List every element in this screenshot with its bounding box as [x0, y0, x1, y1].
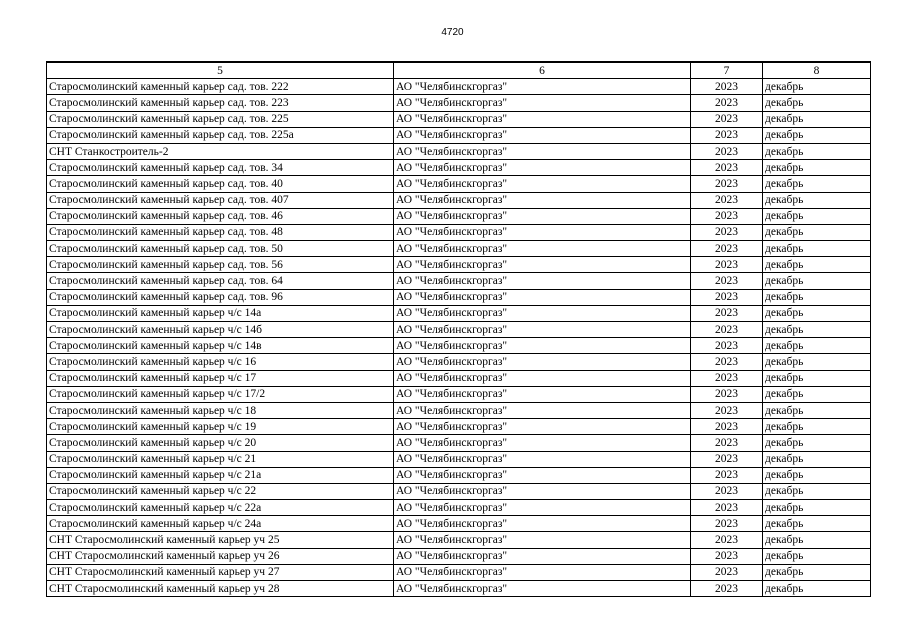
year-cell: 2023: [691, 241, 763, 257]
table-row: [47, 322, 871, 338]
month-cell: декабрь: [763, 435, 871, 451]
month-cell: декабрь: [763, 338, 871, 354]
table-row: [47, 354, 871, 370]
month-cell: декабрь: [763, 289, 871, 305]
year-cell: 2023: [691, 564, 763, 580]
month-cell: декабрь: [763, 192, 871, 208]
month-cell: декабрь: [763, 127, 871, 143]
organization-cell: АО "Челябинскгоргаз": [394, 467, 691, 483]
location-cell: Старосмолинский каменный карьер ч/с 18: [47, 402, 394, 418]
table-row: [47, 257, 871, 273]
location-cell: Старосмолинский каменный карьер сад. тов. 56: [47, 257, 394, 273]
month-cell: декабрь: [763, 241, 871, 257]
table-row: [47, 79, 871, 95]
table-row: [47, 289, 871, 305]
location-cell: СНТ Старосмолинский каменный карьер уч 25: [47, 532, 394, 548]
table-row: [47, 581, 871, 597]
year-cell: 2023: [691, 79, 763, 95]
column-header-6: 6: [394, 62, 691, 79]
table-row: [47, 273, 871, 289]
month-cell: декабрь: [763, 581, 871, 597]
month-cell: декабрь: [763, 548, 871, 564]
table-row: [47, 192, 871, 208]
organization-cell: АО "Челябинскгоргаз": [394, 305, 691, 321]
location-cell: Старосмолинский каменный карьер сад. тов. 407: [47, 192, 394, 208]
month-cell: декабрь: [763, 322, 871, 338]
table-row: [47, 467, 871, 483]
year-cell: 2023: [691, 192, 763, 208]
location-cell: СНТ Станкостроитель-2: [47, 143, 394, 159]
organization-cell: АО "Челябинскгоргаз": [394, 354, 691, 370]
organization-cell: АО "Челябинскгоргаз": [394, 483, 691, 499]
table-row: [47, 386, 871, 402]
table-row: [47, 402, 871, 418]
location-cell: Старосмолинский каменный карьер сад. тов. 64: [47, 273, 394, 289]
month-cell: декабрь: [763, 402, 871, 418]
organization-cell: АО "Челябинскгоргаз": [394, 419, 691, 435]
table-header-row: [47, 62, 871, 79]
organization-cell: АО "Челябинскгоргаз": [394, 111, 691, 127]
organization-cell: АО "Челябинскгоргаз": [394, 241, 691, 257]
year-cell: 2023: [691, 532, 763, 548]
column-header-5: 5: [47, 62, 394, 79]
month-cell: декабрь: [763, 370, 871, 386]
location-cell: Старосмолинский каменный карьер ч/с 17/2: [47, 386, 394, 402]
organization-cell: АО "Челябинскгоргаз": [394, 532, 691, 548]
organization-cell: АО "Челябинскгоргаз": [394, 208, 691, 224]
location-cell: Старосмолинский каменный карьер ч/с 22: [47, 483, 394, 499]
organization-cell: АО "Челябинскгоргаз": [394, 160, 691, 176]
table-row: [47, 500, 871, 516]
organization-cell: АО "Челябинскгоргаз": [394, 516, 691, 532]
location-cell: Старосмолинский каменный карьер ч/с 21а: [47, 467, 394, 483]
location-cell: Старосмолинский каменный карьер сад. тов. 34: [47, 160, 394, 176]
table-row: [47, 224, 871, 240]
organization-cell: АО "Челябинскгоргаз": [394, 289, 691, 305]
location-cell: Старосмолинский каменный карьер сад. тов. 225а: [47, 127, 394, 143]
location-cell: Старосмолинский каменный карьер ч/с 14а: [47, 305, 394, 321]
table-row: [47, 305, 871, 321]
location-cell: СНТ Старосмолинский каменный карьер уч 28: [47, 581, 394, 597]
location-cell: Старосмолинский каменный карьер ч/с 16: [47, 354, 394, 370]
organization-cell: АО "Челябинскгоргаз": [394, 192, 691, 208]
month-cell: декабрь: [763, 95, 871, 111]
month-cell: декабрь: [763, 451, 871, 467]
year-cell: 2023: [691, 95, 763, 111]
year-cell: 2023: [691, 143, 763, 159]
month-cell: декабрь: [763, 111, 871, 127]
year-cell: 2023: [691, 176, 763, 192]
month-cell: декабрь: [763, 224, 871, 240]
page-number: 4720: [441, 27, 464, 38]
table-row: [47, 208, 871, 224]
location-cell: Старосмолинский каменный карьер ч/с 24а: [47, 516, 394, 532]
year-cell: 2023: [691, 127, 763, 143]
organization-cell: АО "Челябинскгоргаз": [394, 273, 691, 289]
location-cell: Старосмолинский каменный карьер ч/с 21: [47, 451, 394, 467]
table-row: [47, 176, 871, 192]
location-cell: Старосмолинский каменный карьер ч/с 22а: [47, 500, 394, 516]
location-cell: Старосмолинский каменный карьер ч/с 14в: [47, 338, 394, 354]
year-cell: 2023: [691, 305, 763, 321]
location-cell: СНТ Старосмолинский каменный карьер уч 27: [47, 564, 394, 580]
location-cell: Старосмолинский каменный карьер сад. тов. 222: [47, 79, 394, 95]
location-cell: Старосмолинский каменный карьер ч/с 14б: [47, 322, 394, 338]
location-cell: Старосмолинский каменный карьер ч/с 20: [47, 435, 394, 451]
location-cell: Старосмолинский каменный карьер сад. тов. 223: [47, 95, 394, 111]
organization-cell: АО "Челябинскгоргаз": [394, 322, 691, 338]
month-cell: декабрь: [763, 176, 871, 192]
table-row: [47, 127, 871, 143]
table-body: [47, 79, 871, 597]
month-cell: декабрь: [763, 564, 871, 580]
year-cell: 2023: [691, 500, 763, 516]
location-cell: Старосмолинский каменный карьер сад. тов. 225: [47, 111, 394, 127]
month-cell: декабрь: [763, 160, 871, 176]
month-cell: декабрь: [763, 500, 871, 516]
month-cell: декабрь: [763, 532, 871, 548]
table-row: [47, 483, 871, 499]
organization-cell: АО "Челябинскгоргаз": [394, 386, 691, 402]
organization-cell: АО "Челябинскгоргаз": [394, 402, 691, 418]
year-cell: 2023: [691, 289, 763, 305]
table-row: [47, 241, 871, 257]
month-cell: декабрь: [763, 257, 871, 273]
table-row: [47, 451, 871, 467]
year-cell: 2023: [691, 224, 763, 240]
month-cell: декабрь: [763, 467, 871, 483]
organization-cell: АО "Челябинскгоргаз": [394, 79, 691, 95]
location-cell: Старосмолинский каменный карьер ч/с 19: [47, 419, 394, 435]
year-cell: 2023: [691, 338, 763, 354]
organization-cell: АО "Челябинскгоргаз": [394, 548, 691, 564]
table-row: [47, 419, 871, 435]
organization-cell: АО "Челябинскгоргаз": [394, 176, 691, 192]
month-cell: декабрь: [763, 483, 871, 499]
month-cell: декабрь: [763, 386, 871, 402]
location-cell: Старосмолинский каменный карьер сад. тов. 96: [47, 289, 394, 305]
location-cell: Старосмолинский каменный карьер сад. тов. 40: [47, 176, 394, 192]
year-cell: 2023: [691, 548, 763, 564]
organization-cell: АО "Челябинскгоргаз": [394, 127, 691, 143]
organization-cell: АО "Челябинскгоргаз": [394, 338, 691, 354]
year-cell: 2023: [691, 483, 763, 499]
location-cell: Старосмолинский каменный карьер сад. тов. 50: [47, 241, 394, 257]
organization-cell: АО "Челябинскгоргаз": [394, 500, 691, 516]
year-cell: 2023: [691, 435, 763, 451]
organization-cell: АО "Челябинскгоргаз": [394, 224, 691, 240]
month-cell: декабрь: [763, 305, 871, 321]
month-cell: декабрь: [763, 273, 871, 289]
year-cell: 2023: [691, 419, 763, 435]
organization-cell: АО "Челябинскгоргаз": [394, 435, 691, 451]
column-header-7: 7: [691, 62, 763, 79]
table-row: [47, 548, 871, 564]
table-row: [47, 111, 871, 127]
year-cell: 2023: [691, 451, 763, 467]
table-row: [47, 516, 871, 532]
organization-cell: АО "Челябинскгоргаз": [394, 581, 691, 597]
organization-cell: АО "Челябинскгоргаз": [394, 370, 691, 386]
year-cell: 2023: [691, 354, 763, 370]
year-cell: 2023: [691, 516, 763, 532]
table-row: [47, 564, 871, 580]
organization-cell: АО "Челябинскгоргаз": [394, 451, 691, 467]
location-cell: Старосмолинский каменный карьер сад. тов. 46: [47, 208, 394, 224]
month-cell: декабрь: [763, 79, 871, 95]
year-cell: 2023: [691, 273, 763, 289]
organization-cell: АО "Челябинскгоргаз": [394, 95, 691, 111]
year-cell: 2023: [691, 257, 763, 273]
year-cell: 2023: [691, 160, 763, 176]
table-row: [47, 143, 871, 159]
year-cell: 2023: [691, 581, 763, 597]
organization-cell: АО "Челябинскгоргаз": [394, 143, 691, 159]
table-row: [47, 532, 871, 548]
table-row: [47, 370, 871, 386]
table-row: [47, 435, 871, 451]
month-cell: декабрь: [763, 354, 871, 370]
table-row: [47, 95, 871, 111]
month-cell: декабрь: [763, 516, 871, 532]
document-table: [46, 61, 871, 597]
year-cell: 2023: [691, 467, 763, 483]
month-cell: декабрь: [763, 208, 871, 224]
year-cell: 2023: [691, 386, 763, 402]
organization-cell: АО "Челябинскгоргаз": [394, 564, 691, 580]
year-cell: 2023: [691, 402, 763, 418]
month-cell: декабрь: [763, 419, 871, 435]
table-row: [47, 338, 871, 354]
location-cell: СНТ Старосмолинский каменный карьер уч 26: [47, 548, 394, 564]
column-header-8: 8: [763, 62, 871, 79]
year-cell: 2023: [691, 111, 763, 127]
organization-cell: АО "Челябинскгоргаз": [394, 257, 691, 273]
location-cell: Старосмолинский каменный карьер ч/с 17: [47, 370, 394, 386]
year-cell: 2023: [691, 322, 763, 338]
year-cell: 2023: [691, 370, 763, 386]
location-cell: Старосмолинский каменный карьер сад. тов. 48: [47, 224, 394, 240]
table-row: [47, 160, 871, 176]
month-cell: декабрь: [763, 143, 871, 159]
year-cell: 2023: [691, 208, 763, 224]
